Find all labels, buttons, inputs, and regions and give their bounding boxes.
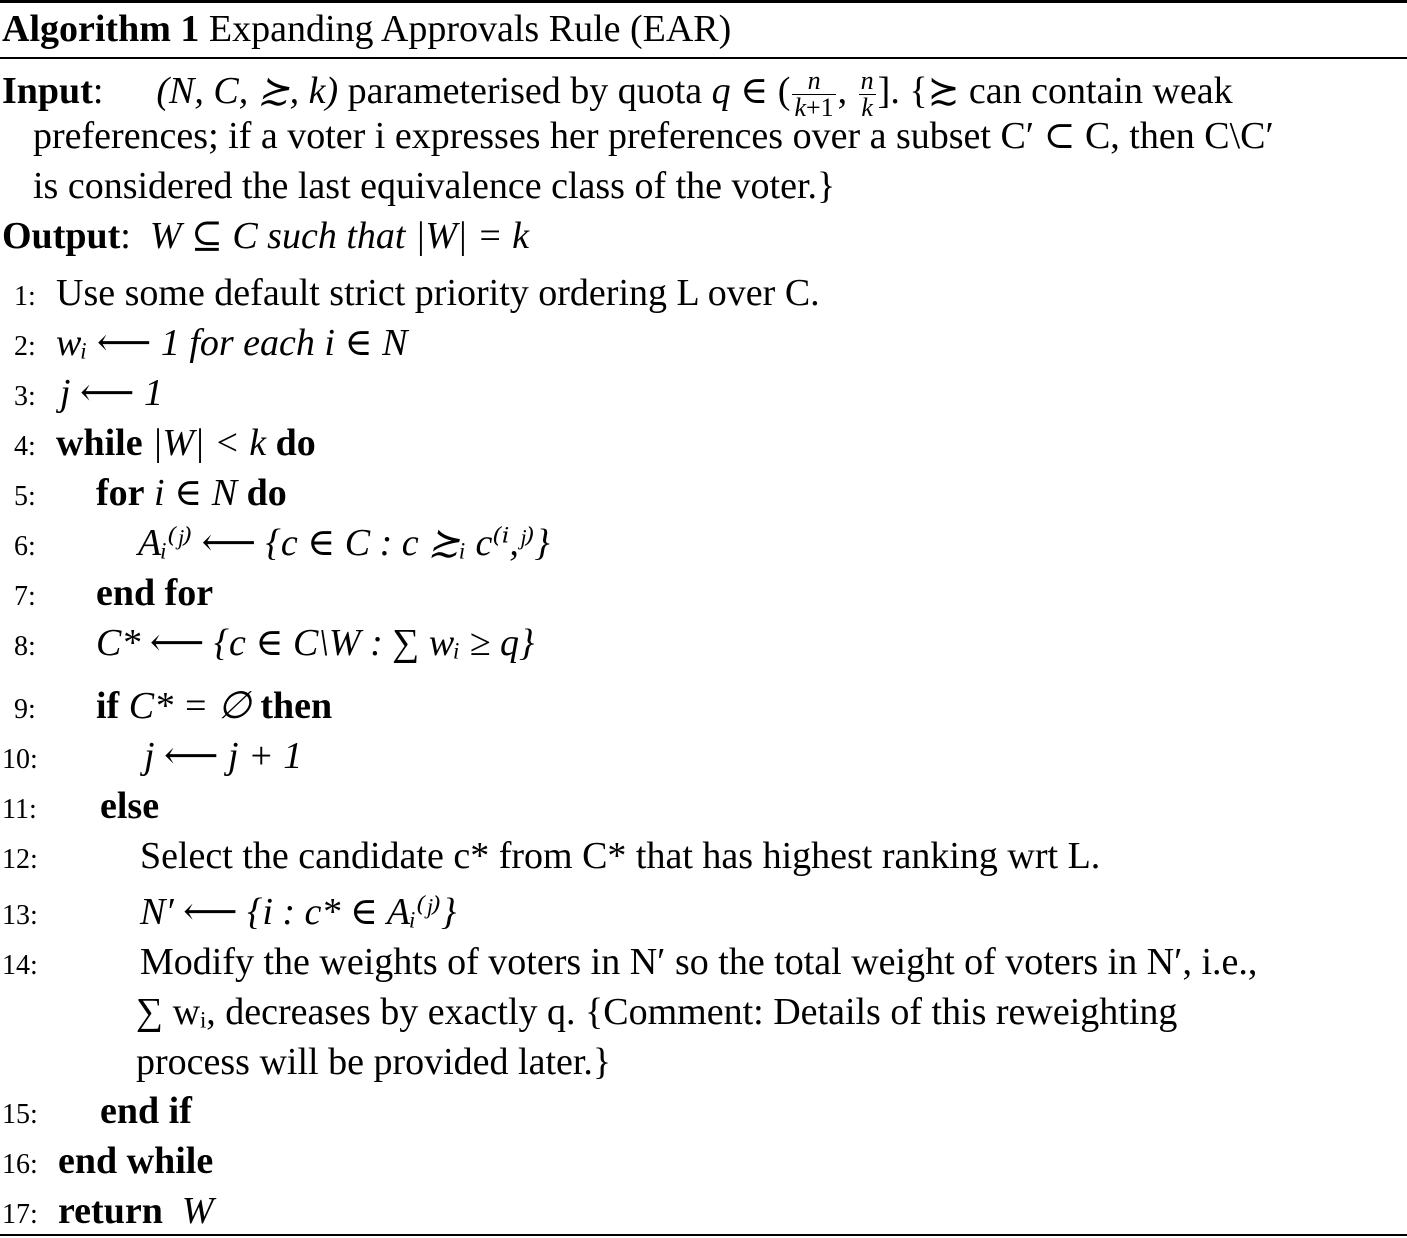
upper-bound-fraction: $\frac{n}{k}$ [860, 66, 874, 122]
line-number: 13: [2, 900, 38, 931]
line-17-text: W [181, 1190, 214, 1232]
line-9-text: C* = ∅ [128, 685, 251, 727]
input-label: Input [2, 70, 93, 113]
line-7 [96, 574, 213, 612]
line-8 [96, 624, 534, 662]
line-15 [100, 1092, 192, 1130]
keyword-while: while [56, 422, 143, 464]
line-3-text: j ⟵ 1 [60, 372, 164, 414]
lower-bound-fraction: $\frac{n}{k+1}$ [794, 66, 834, 122]
input-comment-3: is considered the last equivalence class of the voter.} [33, 165, 836, 207]
input-tuple: (N, C, ≿, k) [156, 70, 339, 113]
line-number: 4: [14, 431, 36, 462]
bottom-rule [0, 1234, 1407, 1236]
line-8-text: C* ⟵ {c ∈ C\W : ∑ wᵢ ≥ q} [96, 622, 535, 664]
keyword-do: do [275, 422, 316, 464]
line-1 [56, 274, 820, 312]
line-number: 17: [2, 1199, 38, 1230]
algorithm-title: Expanding Approvals Rule (EAR) [208, 8, 732, 50]
line-2-text: wᵢ ⟵ 1 for each i ∈ N [56, 322, 408, 364]
keyword-end-while: end while [58, 1140, 214, 1182]
line-number: 15: [2, 1099, 38, 1130]
line-14-text-3: process will be provided later.} [136, 1041, 612, 1083]
line-13 [140, 893, 456, 931]
keyword-end-for: end for [96, 572, 214, 614]
line-6 [138, 524, 550, 562]
input-comment-2: preferences; if a voter i expresses her preferences over a subset C′ ⊂ C, then C\C′ [33, 115, 1274, 157]
top-rule [0, 0, 1407, 3]
quota-var: q [711, 70, 731, 113]
line-16 [58, 1142, 213, 1180]
keyword-if: if [96, 685, 120, 727]
line-number: 8: [14, 631, 36, 662]
line-14-b [136, 993, 1177, 1031]
line-number: 10: [2, 744, 38, 775]
input-text: parameterised by quota [347, 70, 703, 113]
line-12-text: Select the candidate c* from C* that has highest ranking wrt L. [140, 835, 1101, 877]
line-9 [96, 687, 332, 725]
line-5-text: i ∈ N [154, 472, 238, 514]
keyword-for: for [96, 472, 145, 514]
algorithm-caption [2, 10, 731, 48]
line-number: 3: [14, 381, 36, 412]
line-number: 6: [14, 531, 36, 562]
line-11 [100, 787, 159, 825]
keyword-end-if: end if [100, 1090, 192, 1132]
keyword-return: return [58, 1190, 163, 1232]
keyword-else: else [100, 785, 160, 827]
input-comment-1: {≿ can contain weak [909, 70, 1233, 113]
line-number: 7: [14, 581, 36, 612]
line-14-c [136, 1043, 611, 1081]
input-line-1: Input: (N, C, ≿, k) parameterised by quota q ∈ ( $\frac{n}{k+1}$ , $\frac{n}{k}$ ]. {≿ can contain weak [2, 66, 1233, 122]
line-1-text: Use some default strict priority ordering L over C. [56, 272, 820, 314]
line-12 [140, 837, 1100, 875]
output-label: Output [2, 215, 121, 257]
line-number: 12: [2, 844, 38, 875]
line-number: 14: [2, 950, 38, 981]
line-6-text: Aᵢ⁽ʲ⁾ ⟵ {c ∈ C : c ≿ᵢ c⁽ⁱ,ʲ⁾} [138, 522, 550, 564]
output-line: Output: W ⊆ C such that |W| = k [2, 215, 530, 257]
line-13-text: N′ ⟵ {i : c* ∈ Aᵢ⁽ʲ⁾} [140, 891, 457, 933]
in-symbol: ∈ [740, 70, 769, 113]
line-number: 1: [14, 281, 36, 312]
line-14-a [140, 943, 1257, 981]
line-10-text: j ⟵ j + 1 [144, 735, 303, 777]
line-4-text: |W| < k [152, 422, 267, 464]
line-4 [56, 424, 316, 462]
keyword-do: do [246, 472, 287, 514]
keyword-then: then [260, 685, 333, 727]
line-14-text-1: Modify the weights of voters in N′ so the total weight of voters in N′, i.e., [140, 941, 1258, 983]
output-text: W ⊆ C such that |W| = k [149, 215, 530, 257]
line-number: 16: [2, 1149, 38, 1180]
line-10 [144, 737, 302, 775]
algorithm-label: Algorithm 1 [2, 8, 200, 50]
line-17 [58, 1192, 214, 1230]
line-2 [56, 324, 407, 362]
line-number: 2: [14, 331, 36, 362]
header-rule [0, 57, 1407, 59]
line-3 [60, 374, 163, 412]
line-number: 11: [2, 794, 37, 825]
line-number: 5: [14, 481, 36, 512]
line-5 [96, 474, 287, 512]
line-number: 9: [14, 694, 36, 725]
line-14-text-2: ∑ wᵢ, decreases by exactly q. {Comment: Details of this reweighting [136, 991, 1178, 1033]
